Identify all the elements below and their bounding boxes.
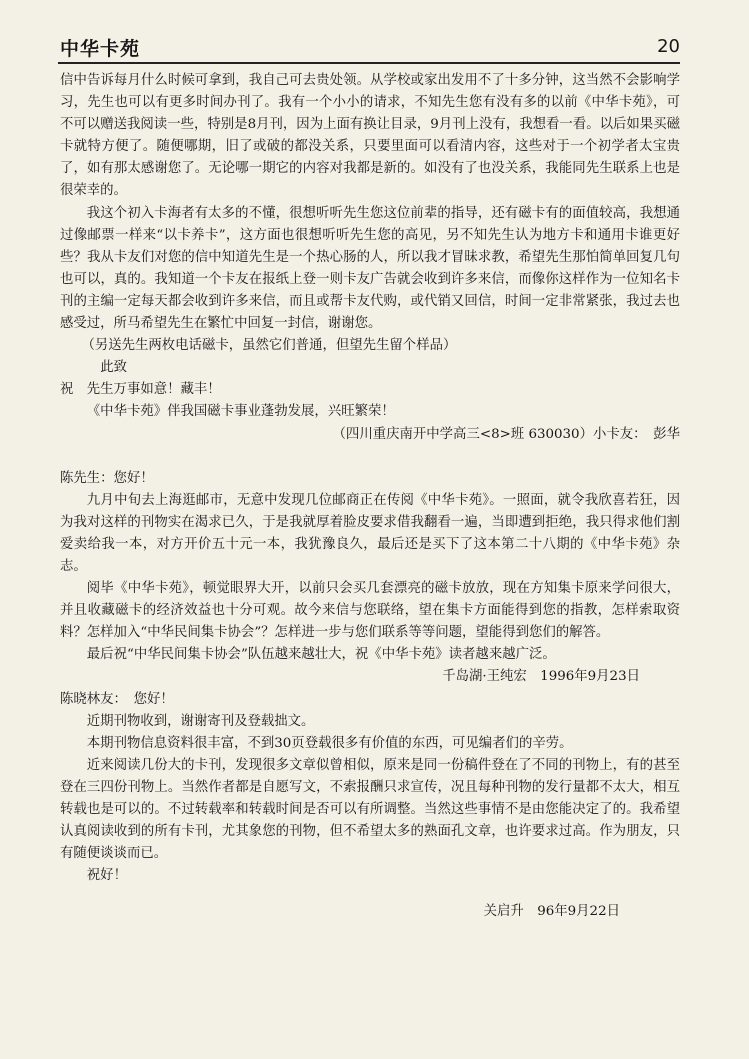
letter1-magazine-wish: 《中华卡苑》伴我国磁卡事业蓬勃发展，兴旺繁荣！: [86, 404, 395, 420]
letter1-postscript: （另送先生两枚电话磁卡，虽然它们普通，但望先生留个样品）: [81, 338, 457, 354]
letter1-paragraph-1: 信中告诉每月什么时候可拿到，我自己可去贵处领。从学校或家出发用不了十多分钟，这当然不会影响学习，先生也可以有更多时间办刊了。我有一个小小的请求，不知先生您有没有多的以前《中华卡苑》，可不可以赠送我阅读一些，特别是8月刊，因为上面有换让目录，9月刊上没有，我想看一看。以后如果买磁卡就特方便了。随便哪期，旧了或破的都没关系，只要里面可以看清内容，这些对于一个初学者太宝贵了，如有那太感谢您了。无论哪一期它的内容对我都是新的。如没有了也没关系，我能同先生联系上也是很荣幸的。: [60, 73, 680, 199]
letter3-salutation: 陈晓林友： 您好！: [60, 691, 174, 707]
letter1-paragraph-2: 我这个初入卡海者有太多的不懂，很想听听先生您这位前辈的指导，还有磁卡有的面值较高，我想通过像邮票一样来“以卡养卡”，这方面也很想听听先生您的高见，另不知先生认为地方卡和通用卡谁更好些？我从卡友们对您的信中知道先生是一个热心肠的人，所以我才冒昧求教，希望先生那怕简单回复几句也可以，真的。我知道一个卡友在报纸上登一则卡友广告就会收到许多来信，而像你这样作为一位知名卡刊的主编一定每天都会收到许多来信，而且或帮卡友代购，或代销又回信，时间一定非常紧张，我过去也感受过，所马希望先生在繁忙中回复一封信，谢谢您。: [60, 205, 680, 332]
letter2-paragraph-2: 阅毕《中华卡苑》，顿觉眼界大开，以前只会买几套漂亮的磁卡放放，现在方知集卡原来学问很大，并且收藏磁卡的经济效益也十分可观。故今来信与您联络，望在集卡方面能得到您的指教，怎样索取资料？怎样加入“中华民间集卡协会”？怎样进一步与您们联系等等问题，望能得到您们的解答。: [60, 581, 680, 641]
letter3-paragraph-1: 近期刊物收到，谢谢寄刊及登载拙文。: [86, 713, 315, 729]
letter3-closing: 祝好！: [86, 868, 127, 884]
article-body: [60, 70, 680, 923]
letter2-salutation: 陈先生：您好！: [60, 470, 154, 486]
letter3-paragraph-3: 近来阅读几份大的卡刊，发现很多文章似曾相似，原来是同一份稿件登在了不同的刊物上，有的甚至登在三四份刊物上。当然作者都是自愿写文，不索报酬只求宣传，况且每种刊物的发行量都不太大，相互转载也是可以的。不过转载率和转载时间是否可以有所调整。当然这些事情不是由您能决定了的。我希望认真阅读收到的所有卡刊，尤其象您的刊物，但不希望太多的熟面孔文章，也许要求过高。作为朋友，只有随便谈谈而已。: [60, 757, 680, 862]
letter2-paragraph-1: 九月中旬去上海逛邮市，无意中发现几位邮商正在传阅《中华卡苑》。一照面，就令我欣喜若狂，因为我对这样的刊物实在渴求已久，于是我就厚着脸皮要求借我翻看一遍，当即遭到拒绝，我只得求他们割爱卖给我一本，对方开价五十元一本，我犹豫良久，最后还是买下了这本第二十八期的《中华卡苑》杂志。: [60, 492, 680, 574]
magazine-title: 中华卡苑: [60, 38, 141, 60]
letter2-signature: 千岛湖·王纯宏 1996年9月23日: [442, 669, 640, 685]
letter3-paragraph-2: 本期刊物信息资料很丰富，不到30页登载很多有价值的东西，可见编者们的辛劳。: [86, 735, 573, 751]
letter1-signature: （四川重庆南开中学高三<8>班 630030）小卡友： 彭华: [332, 426, 680, 442]
letter3-signature: 关启升 96年9月22日: [483, 904, 620, 920]
letter2-paragraph-3: 最后祝“中华民间集卡协会”队伍越来越壮大，祝《中华卡苑》读者越来越广泛。: [86, 647, 556, 663]
letter1-closing-wish: 祝 先生万事如意！藏丰！: [60, 382, 221, 398]
page-number: 20: [657, 36, 680, 57]
letter1-closing-ci-zhi: 此致: [100, 360, 127, 376]
page-header: [58, 32, 680, 64]
